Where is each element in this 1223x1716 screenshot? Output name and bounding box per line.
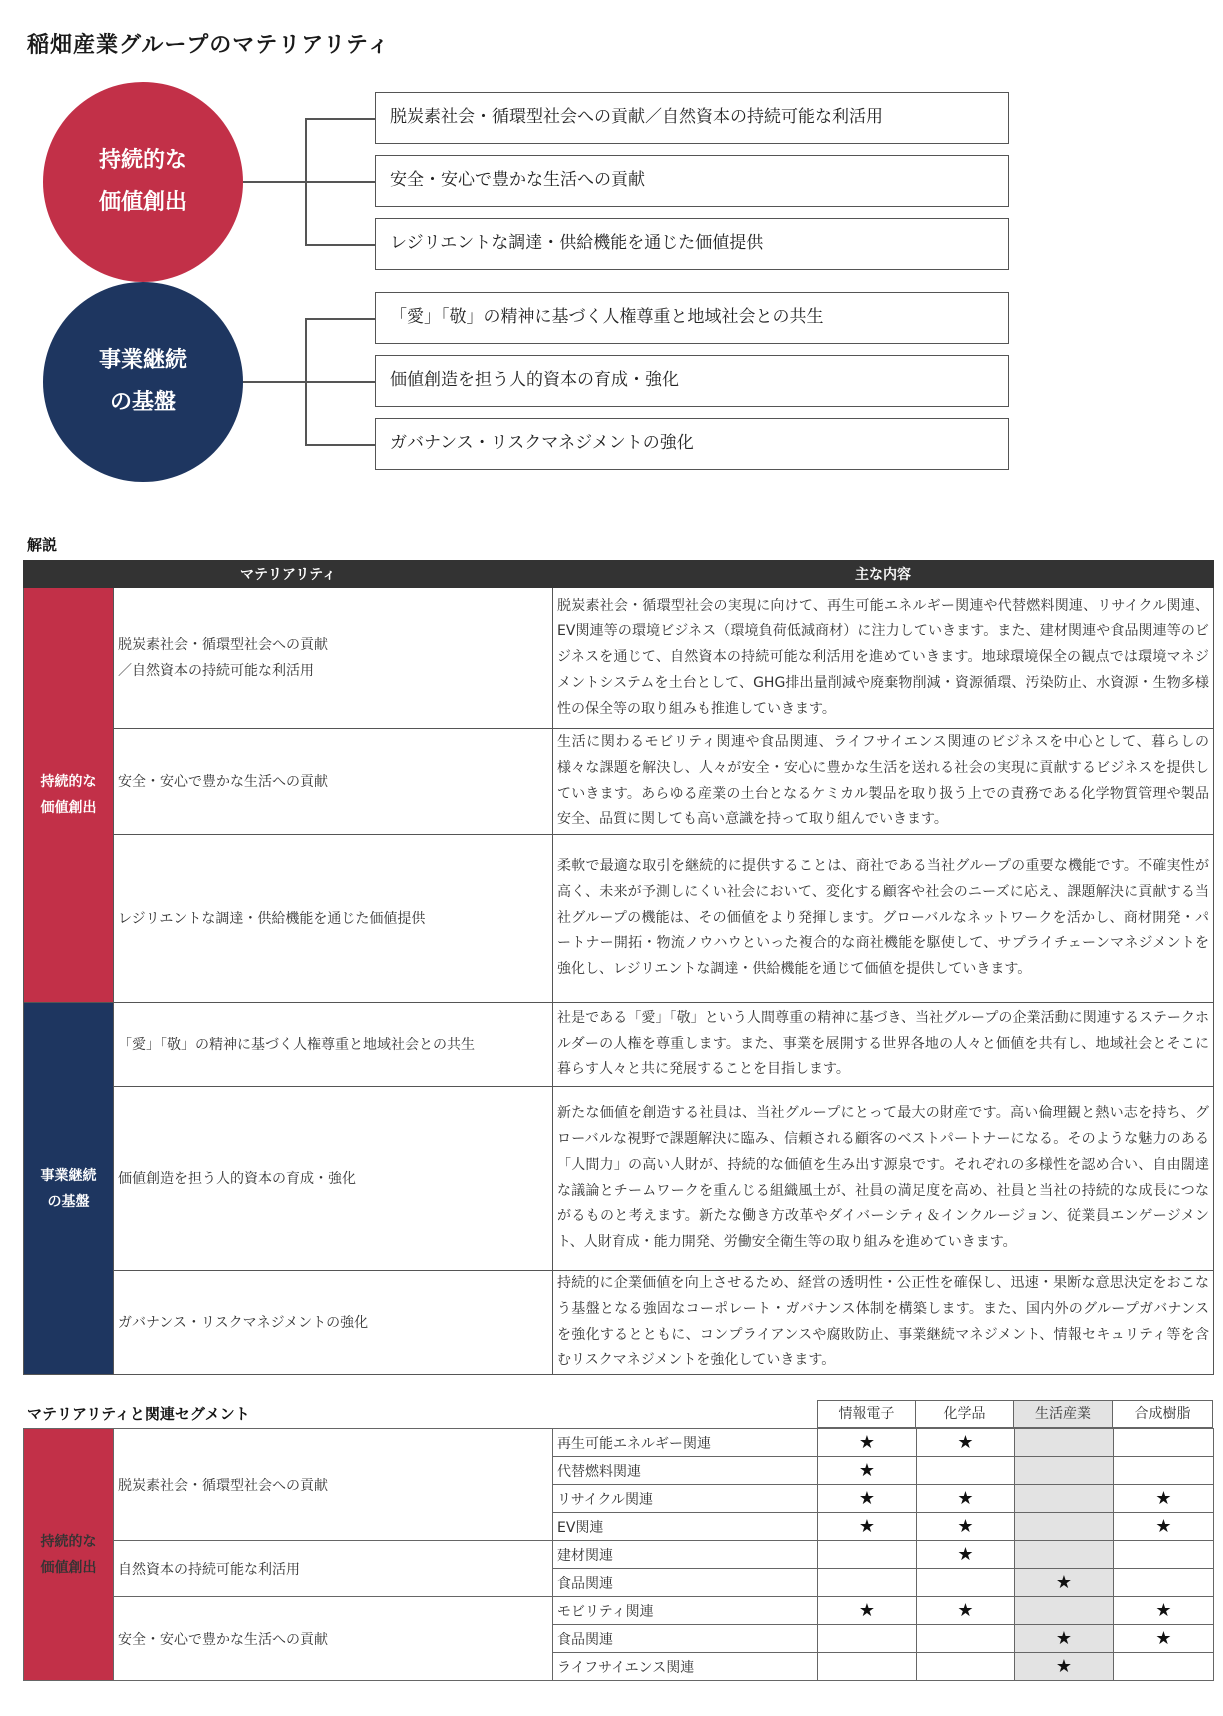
materiality-cell: ガバナンス・リスクマネジメントの強化 <box>114 1271 553 1375</box>
description-cell: 持続的に企業価値を向上させるため、経営の透明性・公正性を確保し、迅速・果断な意思決定をおこなう基盤となる強固なコーポレート・ガバナンス体制を構築します。また、国内外のグループガバナンスを強化するとともに、コンプライアンスや腐敗防止、事業継続マネジメント、情報セキュリティ等を含むリスクマネジメントを強化していきます。 <box>553 1271 1214 1375</box>
category-label-line: の基盤 <box>47 1193 90 1210</box>
segment-column-header: 情報電子 <box>817 1400 916 1428</box>
segment-mark-cell <box>1114 1513 1214 1541</box>
business-cell: 代替燃料関連 <box>553 1457 818 1485</box>
segment-column-header: 生活産業 <box>1013 1400 1113 1428</box>
header-content: 主な内容 <box>553 561 1214 588</box>
segment-mark-cell <box>917 1625 1015 1653</box>
connector-line <box>305 381 375 383</box>
segment-mark-cell <box>818 1513 917 1541</box>
description-cell: 生活に関わるモビリティ関連や食品関連、ライフサイエンス関連のビジネスを中心として、暮らしの様々な課題を解決し、人々が安全・安心に豊かな生活を送れる社会の実現に貢献するビジネスを提供していきます。あらゆる産業の土台となるケミカル製品を取り扱う上での責務である化学物質管理や製品安全、品質に関しても高い意識を持って取り組んでいきます。 <box>553 729 1214 835</box>
segment-mark-cell <box>1114 1569 1214 1597</box>
materiality-cell <box>114 588 553 729</box>
circle-label-line: 価値創出 <box>98 190 187 215</box>
materiality-box: 安全・安心で豊かな生活への貢献 <box>375 155 1009 207</box>
connector-line <box>305 318 375 320</box>
category-cell <box>24 1003 114 1375</box>
segment-mark-cell <box>1114 1485 1214 1513</box>
materiality-cell: 価値創造を担う人的資本の育成・強化 <box>114 1087 553 1271</box>
description-cell: 新たな価値を創造する社員は、当社グループにとって最大の財産です。高い倫理観と熱い志を持ち、グローバルな視野で課題解決に臨み、信頼される顧客のベストパートナーになる。そのような魅力のある「人間力」の高い人財が、持続的な価値を生み出す源泉です。それぞれの多様性を認め合い、自由闊達な議論とチームワークを重んじる組織風土が、社員の満足度を高め、社員と当社の持続的な成長につながるものと考えます。新たな働き方改革やダイバーシティ＆インクルージョン、従業員エンゲージメント、人財育成・能力開発、労働安全衛生等の取り組みを進めていきます。 <box>553 1087 1214 1271</box>
segment-mark-cell <box>1015 1429 1114 1457</box>
description-cell: 柔軟で最適な取引を継続的に提供することは、商社である当社グループの重要な機能です。不確実性が高く、未来が予測しにくい社会において、変化する顧客や社会のニーズに応え、課題解決に貢献する当社グループの機能は、その価値をより発揮します。グローバルなネットワークを活かし、商材開発・パートナー開拓・物流ノウハウといった複合的な商社機能を駆使して、サプライチェーンマネジメントを強化し、レジリエントな調達・供給機能を通じて価値を提供していきます。 <box>553 835 1214 1003</box>
star-icon: ★ <box>1155 1600 1172 1621</box>
materiality-box: 価値創造を担う人的資本の育成・強化 <box>375 355 1009 407</box>
segment-mark-cell <box>1015 1485 1114 1513</box>
table-row <box>24 1429 1214 1457</box>
segment-mark-cell <box>917 1513 1015 1541</box>
category-label-line: 価値創出 <box>40 800 97 816</box>
segment-column-header: 化学品 <box>915 1400 1014 1428</box>
category-label-line: 事業継続 <box>40 1167 97 1184</box>
star-icon: ★ <box>1055 1572 1073 1593</box>
star-icon: ★ <box>858 1488 876 1509</box>
business-cell: EV関連 <box>553 1513 818 1541</box>
segment-mark-cell <box>917 1429 1015 1457</box>
materiality-cell: 安全・安心で豊かな生活への貢献 <box>114 729 553 835</box>
header-materiality: マテリアリティ <box>24 561 553 588</box>
segment-mark-cell <box>1015 1569 1114 1597</box>
business-cell: 食品関連 <box>553 1625 818 1653</box>
table-row <box>24 835 1214 1003</box>
table-row <box>24 1087 1214 1271</box>
section-title-segments: マテリアリティと関連セグメント <box>27 1405 250 1423</box>
theme-cell: 脱炭素社会・循環型社会への貢献 <box>114 1429 553 1541</box>
category-label-line: 持続的な <box>40 774 97 790</box>
star-icon: ★ <box>858 1600 876 1621</box>
table-row <box>24 1597 1214 1625</box>
section-title-explanation: 解説 <box>27 536 58 554</box>
segment-mark-cell <box>1114 1429 1214 1457</box>
materiality-cell: 「愛」「敬」の精神に基づく人権尊重と地域社会との共生 <box>114 1003 553 1087</box>
category-cell <box>24 1429 114 1681</box>
description-cell: 社是である「愛」「敬」という人間尊重の精神に基づき、当社グループの企業活動に関連するステークホルダーの人権を尊重します。また、事業を展開する世界各地の人々と価値を共有し、地域社会とそこに暮らす人々と共に発展することを目指します。 <box>553 1003 1214 1087</box>
star-icon: ★ <box>957 1488 974 1509</box>
segment-mark-cell <box>1015 1597 1114 1625</box>
segment-mark-cell <box>818 1569 917 1597</box>
segment-mark-cell <box>1114 1457 1214 1485</box>
segment-mark-cell <box>818 1653 917 1681</box>
business-cell: リサイクル関連 <box>553 1485 818 1513</box>
segment-mark-cell <box>818 1597 917 1625</box>
segment-column-header: 合成樹脂 <box>1112 1400 1213 1428</box>
segment-mark-cell <box>1015 1625 1114 1653</box>
table-row <box>24 1271 1214 1375</box>
category-cell <box>24 588 114 1003</box>
star-icon: ★ <box>957 1516 974 1537</box>
segment-mark-cell <box>1015 1541 1114 1569</box>
star-icon: ★ <box>858 1460 876 1481</box>
segment-mark-cell <box>917 1597 1015 1625</box>
star-icon: ★ <box>957 1600 974 1621</box>
business-cell: 食品関連 <box>553 1569 818 1597</box>
business-cell: モビリティ関連 <box>553 1597 818 1625</box>
theme-cell: 安全・安心で豊かな生活への貢献 <box>114 1597 553 1681</box>
segment-mark-cell <box>1015 1513 1114 1541</box>
star-icon: ★ <box>1155 1488 1172 1509</box>
page-title: 稲畑産業グループのマテリアリティ <box>27 33 391 58</box>
star-icon: ★ <box>1055 1628 1073 1649</box>
segment-mark-cell <box>917 1457 1015 1485</box>
connector-line <box>243 381 305 383</box>
segment-mark-cell <box>917 1653 1015 1681</box>
materiality-box: レジリエントな調達・供給機能を通じた価値提供 <box>375 218 1009 270</box>
materiality-box: 「愛」「敬」の精神に基づく人権尊重と地域社会との共生 <box>375 292 1009 344</box>
materiality-line: 脱炭素社会・循環型社会への貢献 <box>118 637 328 653</box>
circle-label-line: 事業継続 <box>98 348 187 373</box>
segment-mark-cell <box>917 1541 1015 1569</box>
segment-mark-cell <box>1114 1541 1214 1569</box>
category-circle-business-foundation <box>43 282 243 482</box>
connector-line <box>243 181 305 183</box>
category-circle-sustainable-value <box>43 82 243 282</box>
category-label-line: 持続的な <box>40 1533 97 1550</box>
star-icon: ★ <box>957 1432 974 1453</box>
materiality-cell: レジリエントな調達・供給機能を通じた価値提供 <box>114 835 553 1003</box>
segment-mark-cell <box>1114 1625 1214 1653</box>
connector-line <box>305 118 375 120</box>
materiality-line: ／自然資本の持続可能な利活用 <box>118 663 314 679</box>
description-cell: 脱炭素社会・循環型社会の実現に向けて、再生可能エネルギー関連や代替燃料関連、リサイクル関連、EV関連等の環境ビジネス（環境負荷低減商材）に注力していきます。また、建材関連や食品関連等のビジネスを通じて、自然資本の持続可能な利活用を進めていきます。地球環境保全の観点では環境マネジメントシステムを土台として、GHG排出量削減や廃棄物削減・資源循環、汚染防止、水資源・生物多様性の保全等の取り組みも推進していきます。 <box>553 588 1214 729</box>
explanation-table <box>23 560 1214 1375</box>
segment-mark-cell <box>917 1569 1015 1597</box>
segment-mark-cell <box>917 1485 1015 1513</box>
star-icon: ★ <box>1055 1656 1073 1677</box>
segment-mark-cell <box>1114 1597 1214 1625</box>
segment-mark-cell <box>818 1429 917 1457</box>
category-label-line: 価値創出 <box>40 1559 97 1576</box>
business-cell: 再生可能エネルギー関連 <box>553 1429 818 1457</box>
segment-mark-cell <box>818 1485 917 1513</box>
star-icon: ★ <box>858 1432 876 1453</box>
theme-cell: 自然資本の持続可能な利活用 <box>114 1541 553 1597</box>
segment-mark-cell <box>818 1541 917 1569</box>
connector-line <box>305 444 375 446</box>
circle-label-line: 持続的な <box>98 148 187 173</box>
circle-label-line: の基盤 <box>109 390 176 415</box>
segment-mark-cell <box>1015 1457 1114 1485</box>
segment-mark-cell <box>818 1457 917 1485</box>
star-icon: ★ <box>957 1544 974 1565</box>
table-row <box>24 588 1214 729</box>
segment-mark-cell <box>818 1625 917 1653</box>
table-header-row <box>24 561 1214 588</box>
connector-line <box>305 244 375 246</box>
table-row <box>24 1003 1214 1087</box>
business-cell: 建材関連 <box>553 1541 818 1569</box>
table-row <box>24 729 1214 835</box>
business-cell: ライフサイエンス関連 <box>553 1653 818 1681</box>
materiality-box: ガバナンス・リスクマネジメントの強化 <box>375 418 1009 470</box>
star-icon: ★ <box>1155 1628 1172 1649</box>
connector-line <box>305 181 375 183</box>
segment-mark-cell <box>1114 1653 1214 1681</box>
star-icon: ★ <box>858 1516 876 1537</box>
table-row <box>24 1541 1214 1569</box>
star-icon: ★ <box>1155 1516 1172 1537</box>
segment-mark-cell <box>1015 1653 1114 1681</box>
segment-table <box>23 1428 1214 1681</box>
materiality-box: 脱炭素社会・循環型社会への貢献／自然資本の持続可能な利活用 <box>375 92 1009 144</box>
